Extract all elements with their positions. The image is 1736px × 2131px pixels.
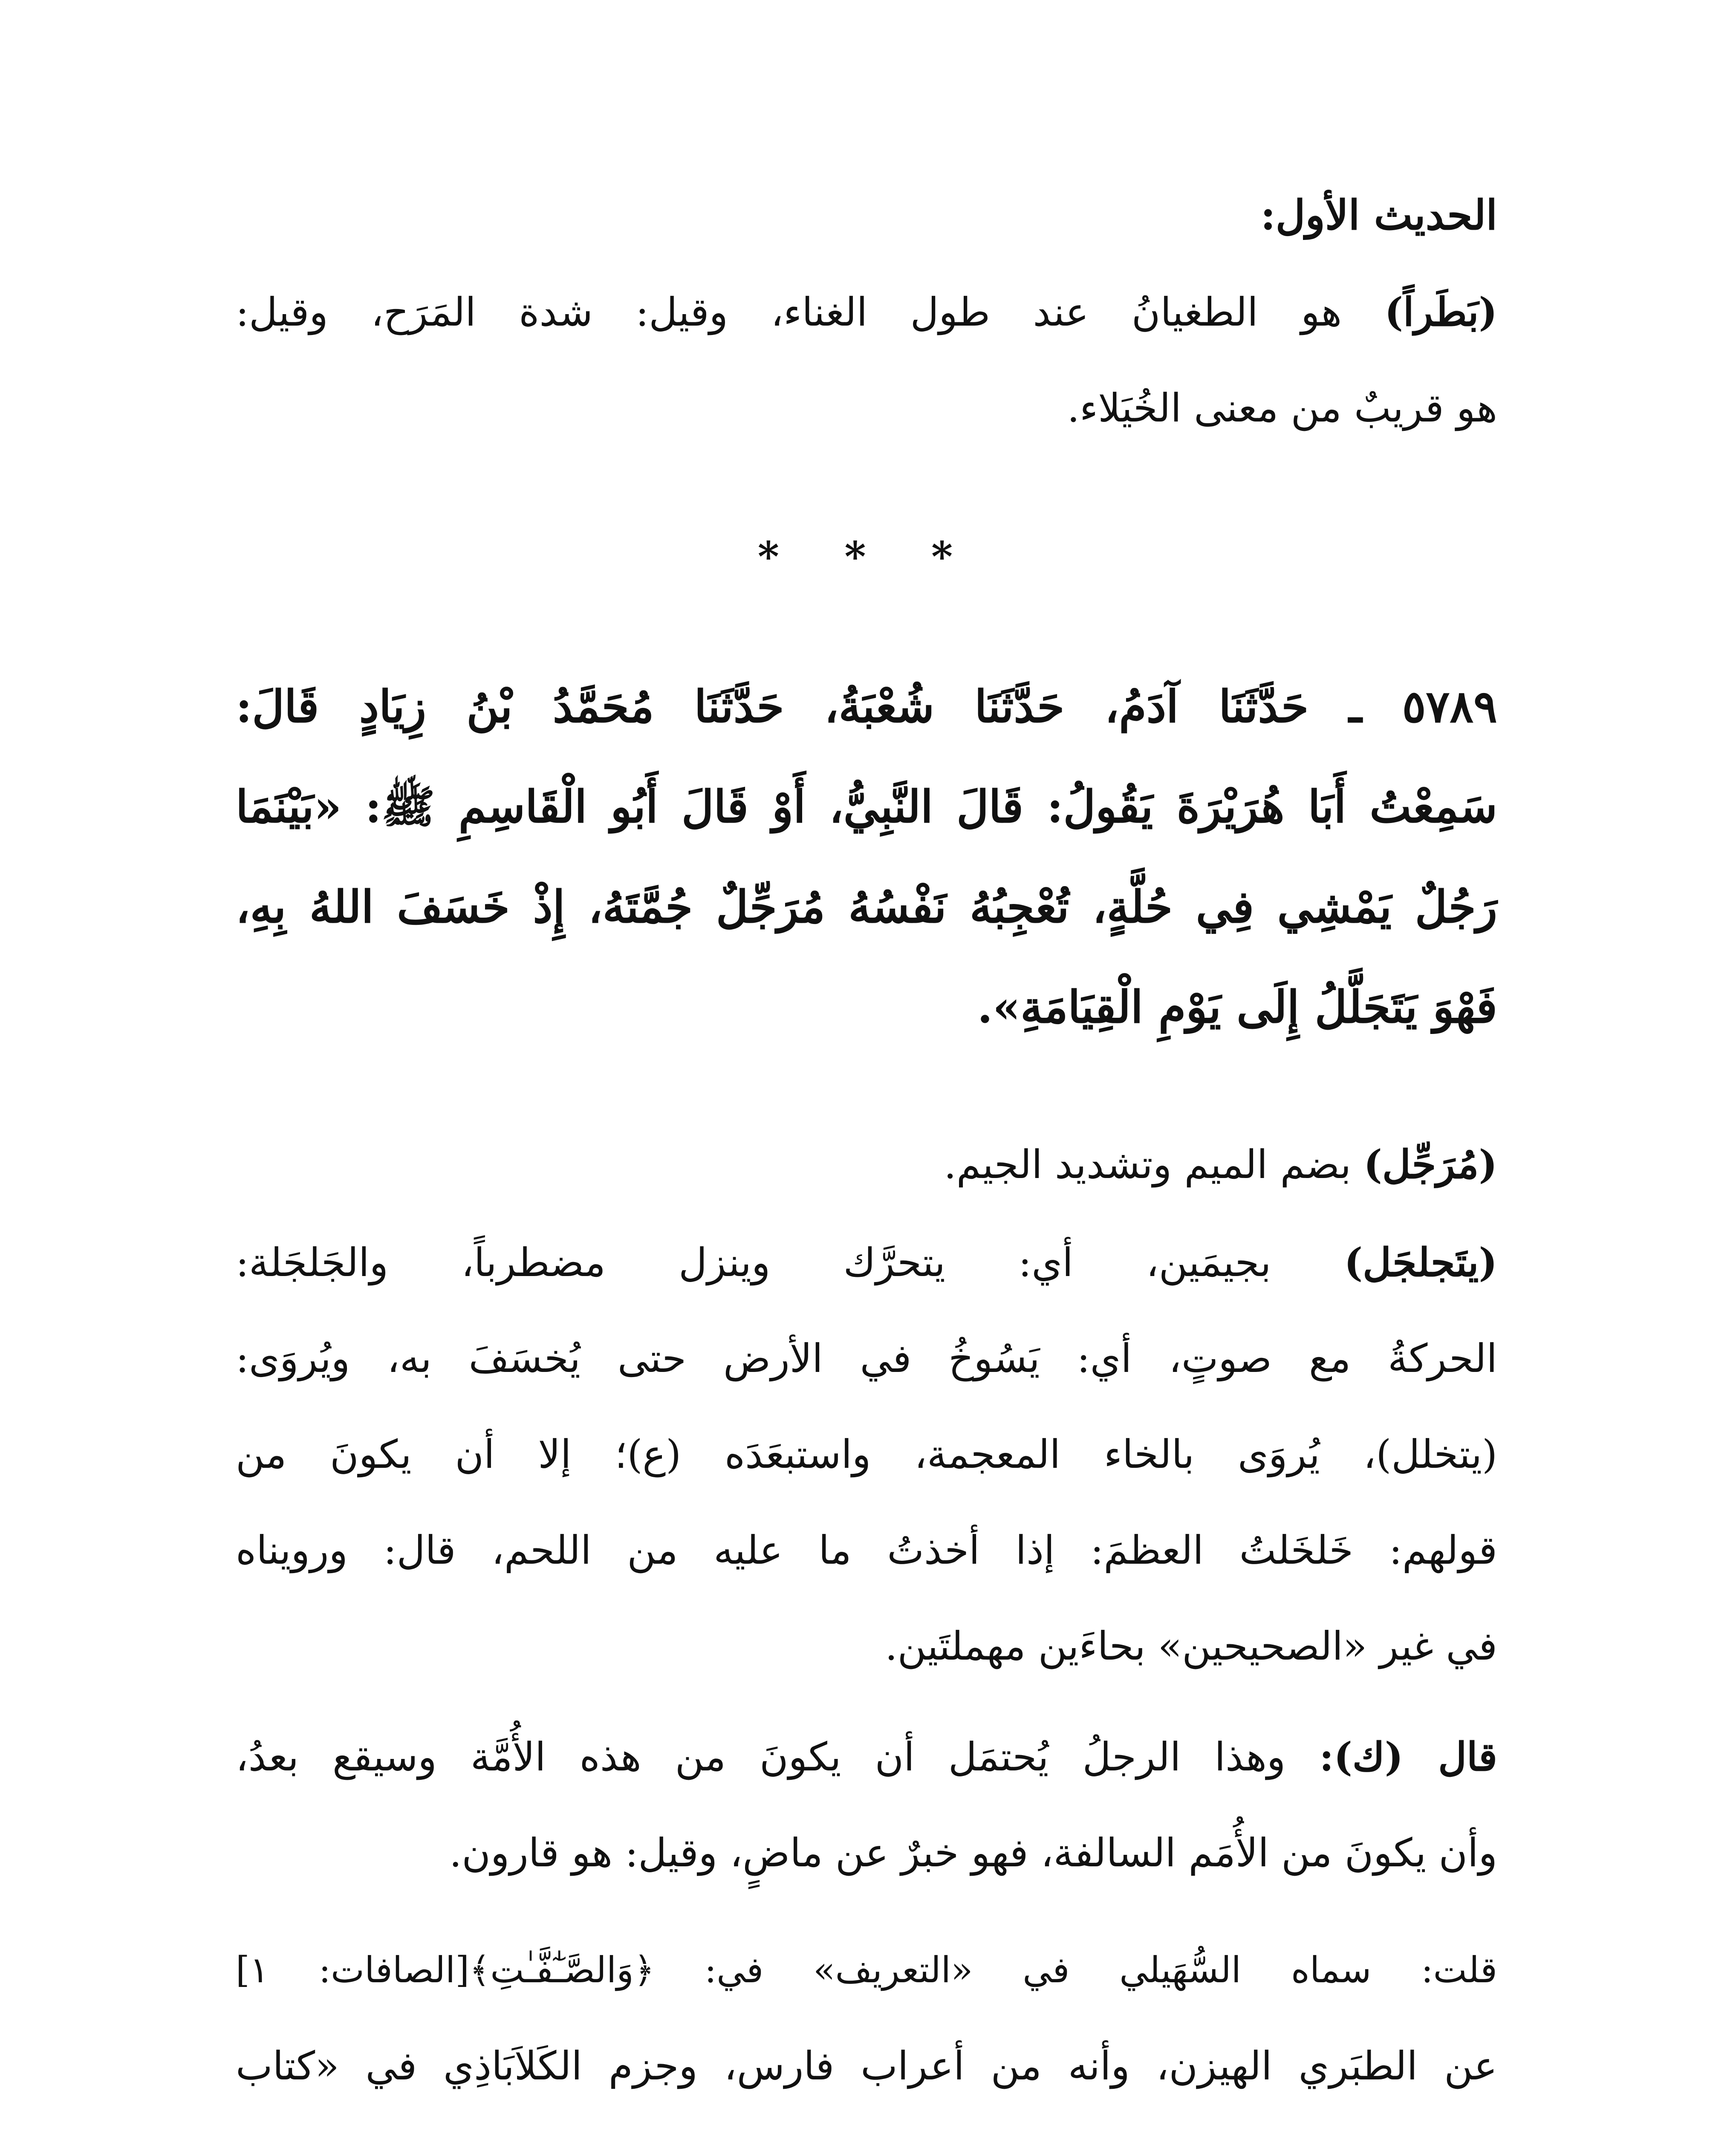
text-line: (يتَجلجَل) بجيمَين، أي: يتحرَّك وينزل مضطرباً، والجَلجَلة: bbox=[236, 1239, 1497, 1285]
commentary-k bbox=[236, 1709, 1497, 1901]
text-line: قلت: سماه السُّهَيلي في «التعريف» في: ﴿وَالصَّـٰٓفَّـٰتِ﴾[الصافات: ١] bbox=[236, 1949, 1497, 1991]
text-line: (مُرَجِّل) بضم الميم وتشديد الجيم. bbox=[944, 1141, 1497, 1187]
text-line: في غير «الصحيحين» بحاءَين مهملتَين. bbox=[885, 1623, 1497, 1669]
hadith-line: رَجُلٌ يَمْشِي فِي حُلَّةٍ، تُعْجِبُهُ نَفْسُهُ مُرَجِّلٌ جُمَّتَهُ، إِذْ خَسَفَ اللهُ بِهِ، bbox=[236, 881, 1497, 933]
text-line: وأن يكونَ من الأُمَم السالفة، فهو خبرٌ عن ماضٍ، وقيل: هو قارون. bbox=[449, 1830, 1497, 1876]
commentary-qultu bbox=[236, 1922, 1497, 2131]
gloss-murajjil bbox=[236, 1117, 1497, 1213]
hadith-line: سَمِعْتُ أَبَا هُرَيْرَةَ يَقُولُ: قَالَ النَّبِيُّ، أَوْ قَالَ أَبُو الْقَاسِمِ ﷺ: «بَيْنَمَا bbox=[236, 780, 1497, 833]
hadith-line: ٥٧٨٩ ـ حَدَّثَنَا آدَمُ، حَدَّثَنَا شُعْبَةُ، حَدَّثَنَا مُحَمَّدُ بْنُ زِيَادٍ قَالَ: bbox=[236, 680, 1497, 733]
text-line: قولهم: خَلخَلتُ العظمَ: إذا أخذتُ ما عليه من اللحم، قال: ورويناه bbox=[236, 1528, 1498, 1573]
text-line: عن الطبَري الهيزن، وأنه من أعراب فارس، وجزم الكَلاَبَاذِي في «كتاب bbox=[236, 2043, 1497, 2089]
section-separator: * * * bbox=[757, 533, 979, 581]
section-heading: الحديث الأول: bbox=[1260, 191, 1497, 239]
text-line: (بَطَراً) هو الطغيانُ عند طول الغناء، وقيل: شدة المَرَح، وقيل: bbox=[236, 289, 1497, 335]
gloss-term: (بَطَراً) bbox=[1384, 289, 1497, 335]
commentary-lead: قال (ك): bbox=[1319, 1734, 1497, 1780]
gloss-yatajaljal bbox=[236, 1215, 1497, 1694]
text-line: الحركةُ مع صوتٍ، أي: يَسُوخُ في الأرض حتى يُخسَفَ به، ويُروَى: bbox=[236, 1336, 1497, 1381]
text-line: (يتخلل)، يُروَى بالخاء المعجمة، واستبعَدَه (ع)؛ إلا أن يكونَ من bbox=[236, 1432, 1498, 1477]
hadith-line: فَهْوَ يَتَجَلَّلُ إِلَى يَوْمِ الْقِيَامَةِ». bbox=[977, 981, 1497, 1033]
gloss-term: (مُرَجِّل) bbox=[1363, 1141, 1497, 1187]
text-line: هو قريبٌ من معنى الخُيَلاء. bbox=[1067, 385, 1497, 431]
gloss-term: (يتَجلجَل) bbox=[1344, 1239, 1497, 1285]
text-line: قال (ك): وهذا الرجلُ يُحتمَل أن يكونَ من هذه الأُمَّة وسيقع بعدُ، bbox=[236, 1734, 1497, 1780]
hadith-text bbox=[236, 656, 1497, 1057]
gloss-batar bbox=[236, 264, 1497, 456]
text-line bbox=[236, 2114, 1497, 2131]
